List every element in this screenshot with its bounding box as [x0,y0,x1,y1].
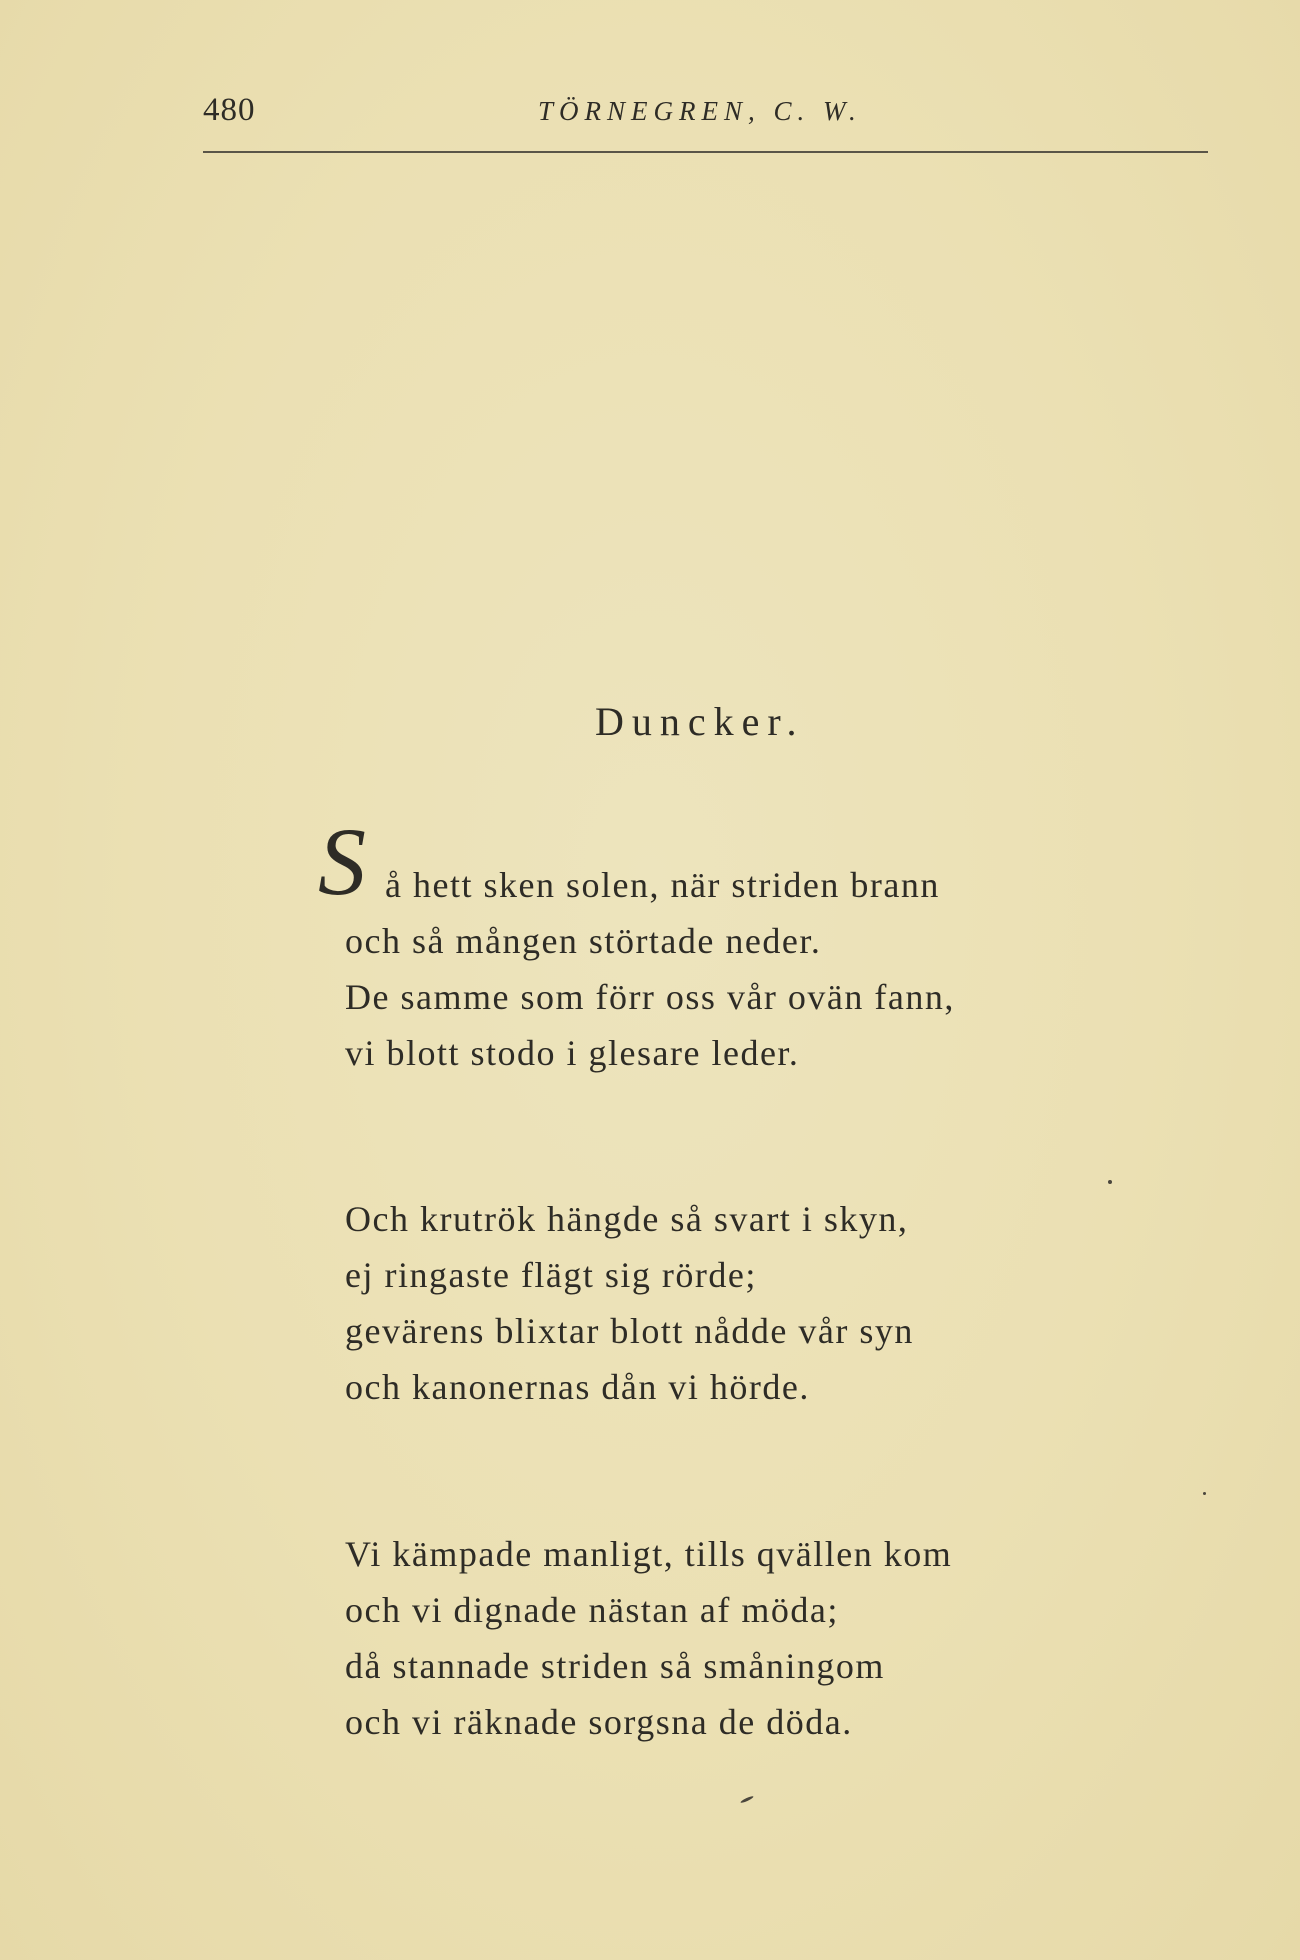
stanza-3 [345,1526,952,1750]
ink-speck [1108,1180,1112,1184]
stanza-2 [345,1191,914,1415]
ink-speck [1203,1492,1206,1495]
poem-line: ej ringaste flägt sig rörde; [345,1255,757,1295]
stanza-1 [345,857,955,1081]
poem-line: och vi räknade sorgsna de döda. [345,1702,853,1742]
drop-cap-initial: S [318,808,366,915]
poem-line: gevärens blixtar blott nådde vår syn [345,1311,914,1351]
poem-line: Vi kämpade manligt, tills qvällen kom [345,1534,953,1574]
poem-line: och vi dignade nästan af möda; [345,1590,839,1630]
poem-line: å hett sken solen, när striden brann [385,865,940,905]
poem-line: Och krutrök hängde så svart i skyn, [345,1199,909,1239]
poem-title: Duncker. [595,699,805,744]
poem-line: De samme som förr oss vår ovän fann, [345,977,955,1017]
page-number: 480 [203,92,256,128]
poem-line: då stannade striden så småningom [345,1646,885,1686]
header-rule [203,151,1208,153]
poem-line: och så mången störtade neder. [345,921,822,961]
running-head: TÖRNEGREN, C. W. [538,96,862,126]
poem-line: och kanonernas dån vi hörde. [345,1367,810,1407]
ink-speck [740,1795,754,1804]
poem-line: vi blott stodo i glesare leder. [345,1033,800,1073]
